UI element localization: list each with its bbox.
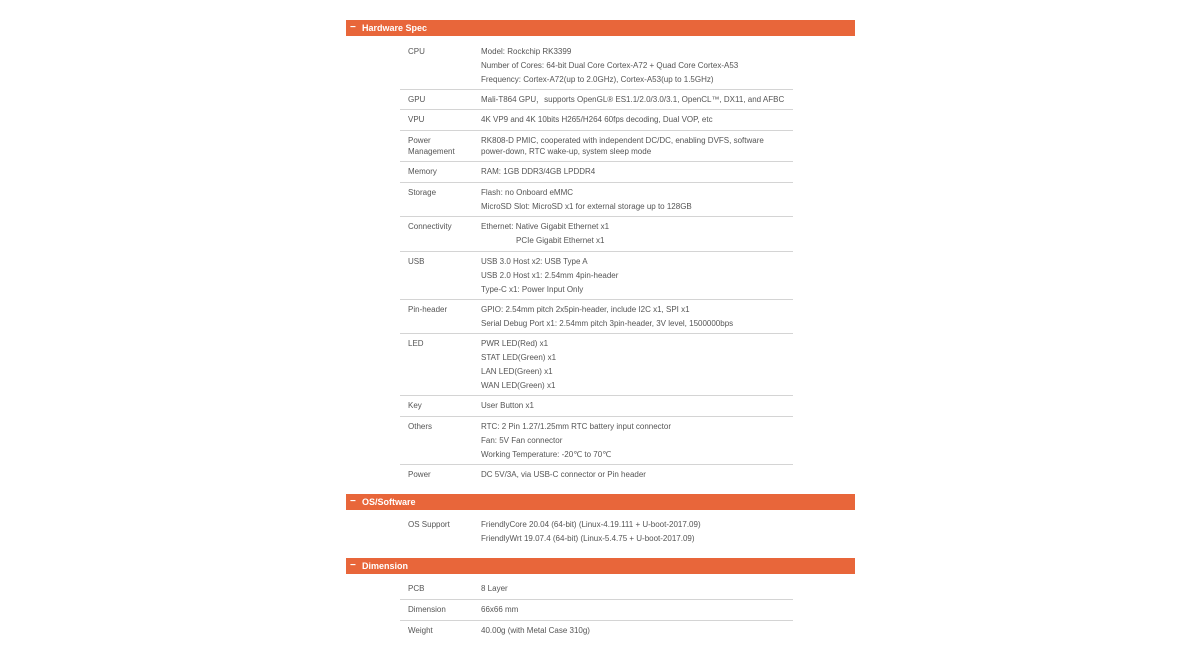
collapse-icon[interactable]: −	[350, 496, 356, 507]
spec-value	[481, 135, 786, 157]
spec-label: Key	[408, 401, 422, 410]
spec-row-os-support	[400, 515, 793, 551]
spec-label: Power Management	[408, 136, 455, 156]
spec-label: Storage	[408, 188, 437, 197]
spec-line: 66x66 mm	[481, 605, 519, 614]
spec-line: RAM: 1GB DDR3/4GB LPDDR4	[481, 167, 596, 176]
spec-label: PCB	[408, 584, 425, 593]
spec-label: Pin-header	[408, 305, 448, 314]
spec-value	[481, 114, 786, 128]
spec-label: CPU	[408, 47, 425, 56]
spec-label: Connectivity	[408, 222, 452, 231]
spec-label: Memory	[408, 167, 437, 176]
spec-line: 40.00g (with Metal Case 310g)	[481, 626, 590, 635]
spec-value	[481, 187, 786, 215]
spec-label: VPU	[408, 115, 425, 124]
spec-row-cpu	[400, 42, 793, 90]
spec-row-pcb	[400, 579, 793, 600]
spec-value	[481, 256, 786, 298]
spec-row-storage	[400, 183, 793, 217]
spec-row-others	[400, 417, 793, 465]
spec-value	[481, 519, 786, 547]
spec-line: LAN LED(Green) x1	[481, 367, 553, 376]
spec-value	[481, 625, 786, 639]
spec-line: FriendlyWrt 19.07.4 (64-bit) (Linux-5.4.75 + U-boot-2017.09)	[481, 534, 695, 543]
spec-row-power	[400, 465, 793, 487]
spec-line: Frequency: Cortex-A72(up to 2.0GHz), Cortex-A53(up to 1.5GHz)	[481, 75, 714, 84]
collapse-icon[interactable]: −	[350, 22, 356, 33]
spec-row-vpu	[400, 110, 793, 131]
spec-line: USB 2.0 Host x1: 2.54mm 4pin-header	[481, 271, 619, 280]
section-title: OS/Software	[362, 497, 416, 507]
spec-label: Others	[408, 422, 433, 431]
spec-label: OS Support	[408, 520, 450, 529]
spec-value	[481, 221, 786, 249]
spec-value	[481, 166, 786, 180]
section-title: Dimension	[362, 561, 409, 571]
spec-label: GPU	[408, 95, 426, 104]
spec-label: Power	[408, 470, 431, 479]
spec-row-pin-header	[400, 300, 793, 334]
spec-value	[481, 604, 786, 618]
spec-line: FriendlyCore 20.04 (64-bit) (Linux-4.19.111 + U-boot-2017.09)	[481, 520, 701, 529]
spec-line: 8 Layer	[481, 584, 508, 593]
spec-line: Serial Debug Port x1: 2.54mm pitch 3pin-header, 3V level, 1500000bps	[481, 319, 734, 328]
spec-line: PWR LED(Red) x1	[481, 339, 549, 348]
spec-line: RK808-D PMIC, cooperated with independent DC/DC, enabling DVFS, software power-down, RTC wake-up, system sleep mode	[481, 136, 764, 156]
spec-line: Number of Cores: 64-bit Dual Core Cortex-A72 + Quad Core Cortex-A53	[481, 61, 739, 70]
spec-label: Dimension	[408, 605, 446, 614]
spec-line: Fan: 5V Fan connector	[481, 436, 563, 445]
section-title: Hardware Spec	[362, 23, 428, 33]
spec-value	[481, 469, 786, 483]
spec-line: Mali-T864 GPU，supports OpenGL® ES1.1/2.0/3.0/3.1, OpenCL™, DX11, and AFBC	[481, 95, 785, 104]
spec-row-gpu	[400, 90, 793, 110]
spec-line: WAN LED(Green) x1	[481, 381, 556, 390]
spec-row-connectivity	[400, 217, 793, 252]
spec-line: Flash: no Onboard eMMC	[481, 188, 574, 197]
spec-value	[481, 94, 786, 108]
spec-line: MicroSD Slot: MicroSD x1 for external storage up to 128GB	[481, 202, 692, 211]
spec-row-memory	[400, 162, 793, 183]
spec-value	[481, 46, 786, 88]
spec-line: DC 5V/3A, via USB-C connector or Pin header	[481, 470, 646, 479]
spec-value	[481, 421, 786, 463]
spec-label: LED	[408, 339, 424, 348]
spec-row-usb	[400, 252, 793, 300]
section-header-dimension[interactable]	[346, 558, 855, 574]
spec-line: PCIe Gigabit Ethernet x1	[516, 236, 605, 245]
spec-value	[481, 338, 786, 394]
spec-line: STAT LED(Green) x1	[481, 353, 557, 362]
spec-line: Type-C x1: Power Input Only	[481, 285, 584, 294]
spec-line: USB 3.0 Host x2: USB Type A	[481, 257, 588, 266]
spec-label: USB	[408, 257, 425, 266]
spec-line: GPIO: 2.54mm pitch 2x5pin-header, include I2C x1, SPI x1	[481, 305, 690, 314]
spec-line: Working Temperature: -20℃ to 70℃	[481, 450, 612, 459]
spec-line: Model: Rockchip RK3399	[481, 47, 572, 56]
spec-value	[481, 583, 786, 597]
spec-value	[481, 304, 786, 332]
spec-row-led	[400, 334, 793, 396]
collapse-icon[interactable]: −	[350, 560, 356, 571]
spec-line: Ethernet: Native Gigabit Ethernet x1	[481, 222, 610, 231]
spec-row-power-management	[400, 131, 793, 162]
spec-line: 4K VP9 and 4K 10bits H265/H264 60fps decoding, Dual VOP, etc	[481, 115, 713, 124]
spec-line: User Button x1	[481, 401, 534, 410]
spec-line: RTC: 2 Pin 1.27/1.25mm RTC battery input connector	[481, 422, 672, 431]
spec-value	[481, 400, 786, 414]
spec-label: Weight	[408, 626, 433, 635]
spec-row-key	[400, 396, 793, 417]
spec-row-weight	[400, 621, 793, 642]
section-header-hardware-spec[interactable]	[346, 20, 855, 36]
spec-row-dimension	[400, 600, 793, 621]
section-header-os-software[interactable]	[346, 494, 855, 510]
